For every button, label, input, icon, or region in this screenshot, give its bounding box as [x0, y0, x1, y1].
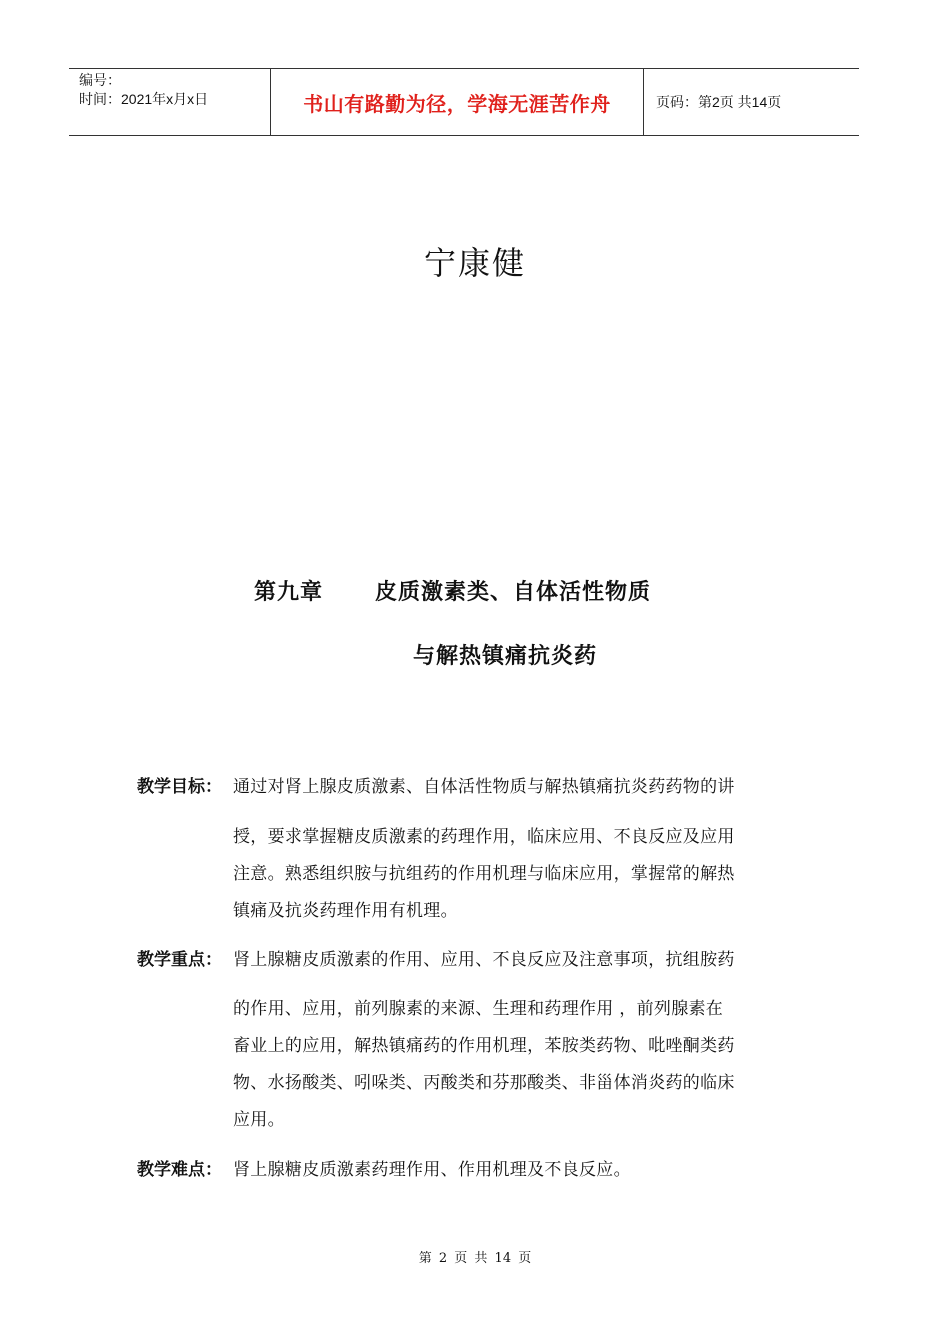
header-page-info: 页码：第2页 共14页	[656, 94, 782, 110]
difficulties-text-bold: 作用、作用机理及不良反应。	[406, 1160, 631, 1180]
key-points-line: 肾上腺糖皮质激素的作用、应用、不良反应及注意事项，抗组胺药	[233, 950, 735, 970]
goals-line: 注意。熟悉组织胺与抗组药的作用机理与临床应用，掌握常的解热	[233, 864, 735, 884]
key-points-line: 畜业上的应用，解热镇痛药的作用机理，苯胺类药物、吡唑酮类药	[233, 1036, 735, 1056]
goals-line: 授，要求掌握糖皮质激素的药理作用，临床应用、不良反应及应用	[233, 827, 735, 847]
chapter-title-line1: 第九章 皮质激素类、自体活性物质	[254, 580, 651, 605]
goals-line: 通过对肾上腺皮质激素、自体活性物质与解热镇痛抗炎药药物的讲	[233, 777, 735, 797]
difficulties-text	[233, 1155, 631, 1180]
key-points-line: 的作用、应用，前列腺素的来源、生理和药理作用 ，前列腺素在	[233, 999, 724, 1019]
header-left	[69, 69, 270, 135]
number-label: 编号：	[79, 72, 121, 88]
difficulties-text-plain: 肾上腺糖皮质激素药理	[233, 1160, 406, 1180]
goals-label: 教学目标：	[137, 777, 222, 797]
key-points-line: 物、水扬酸类、吲哚类、丙酸类和芬那酸类、非甾体消炎药的临床	[233, 1073, 735, 1093]
author-name: 宁康健	[423, 244, 526, 282]
key-points-line: 应用。	[233, 1110, 285, 1130]
time-label: 时间：2021年x月x日	[79, 91, 209, 107]
difficulties-label: 教学难点：	[137, 1160, 222, 1180]
goals-line: 镇痛及抗炎药理作用有机理。	[233, 901, 458, 921]
page-header	[69, 68, 859, 136]
header-motto: 书山有路勤为径，学海无涯苦作舟	[270, 69, 644, 135]
page-footer: 第 2 页 共 14 页	[418, 1251, 532, 1266]
key-points-label: 教学重点：	[137, 950, 222, 970]
chapter-title-line2: 与解热镇痛抗炎药	[413, 644, 598, 669]
